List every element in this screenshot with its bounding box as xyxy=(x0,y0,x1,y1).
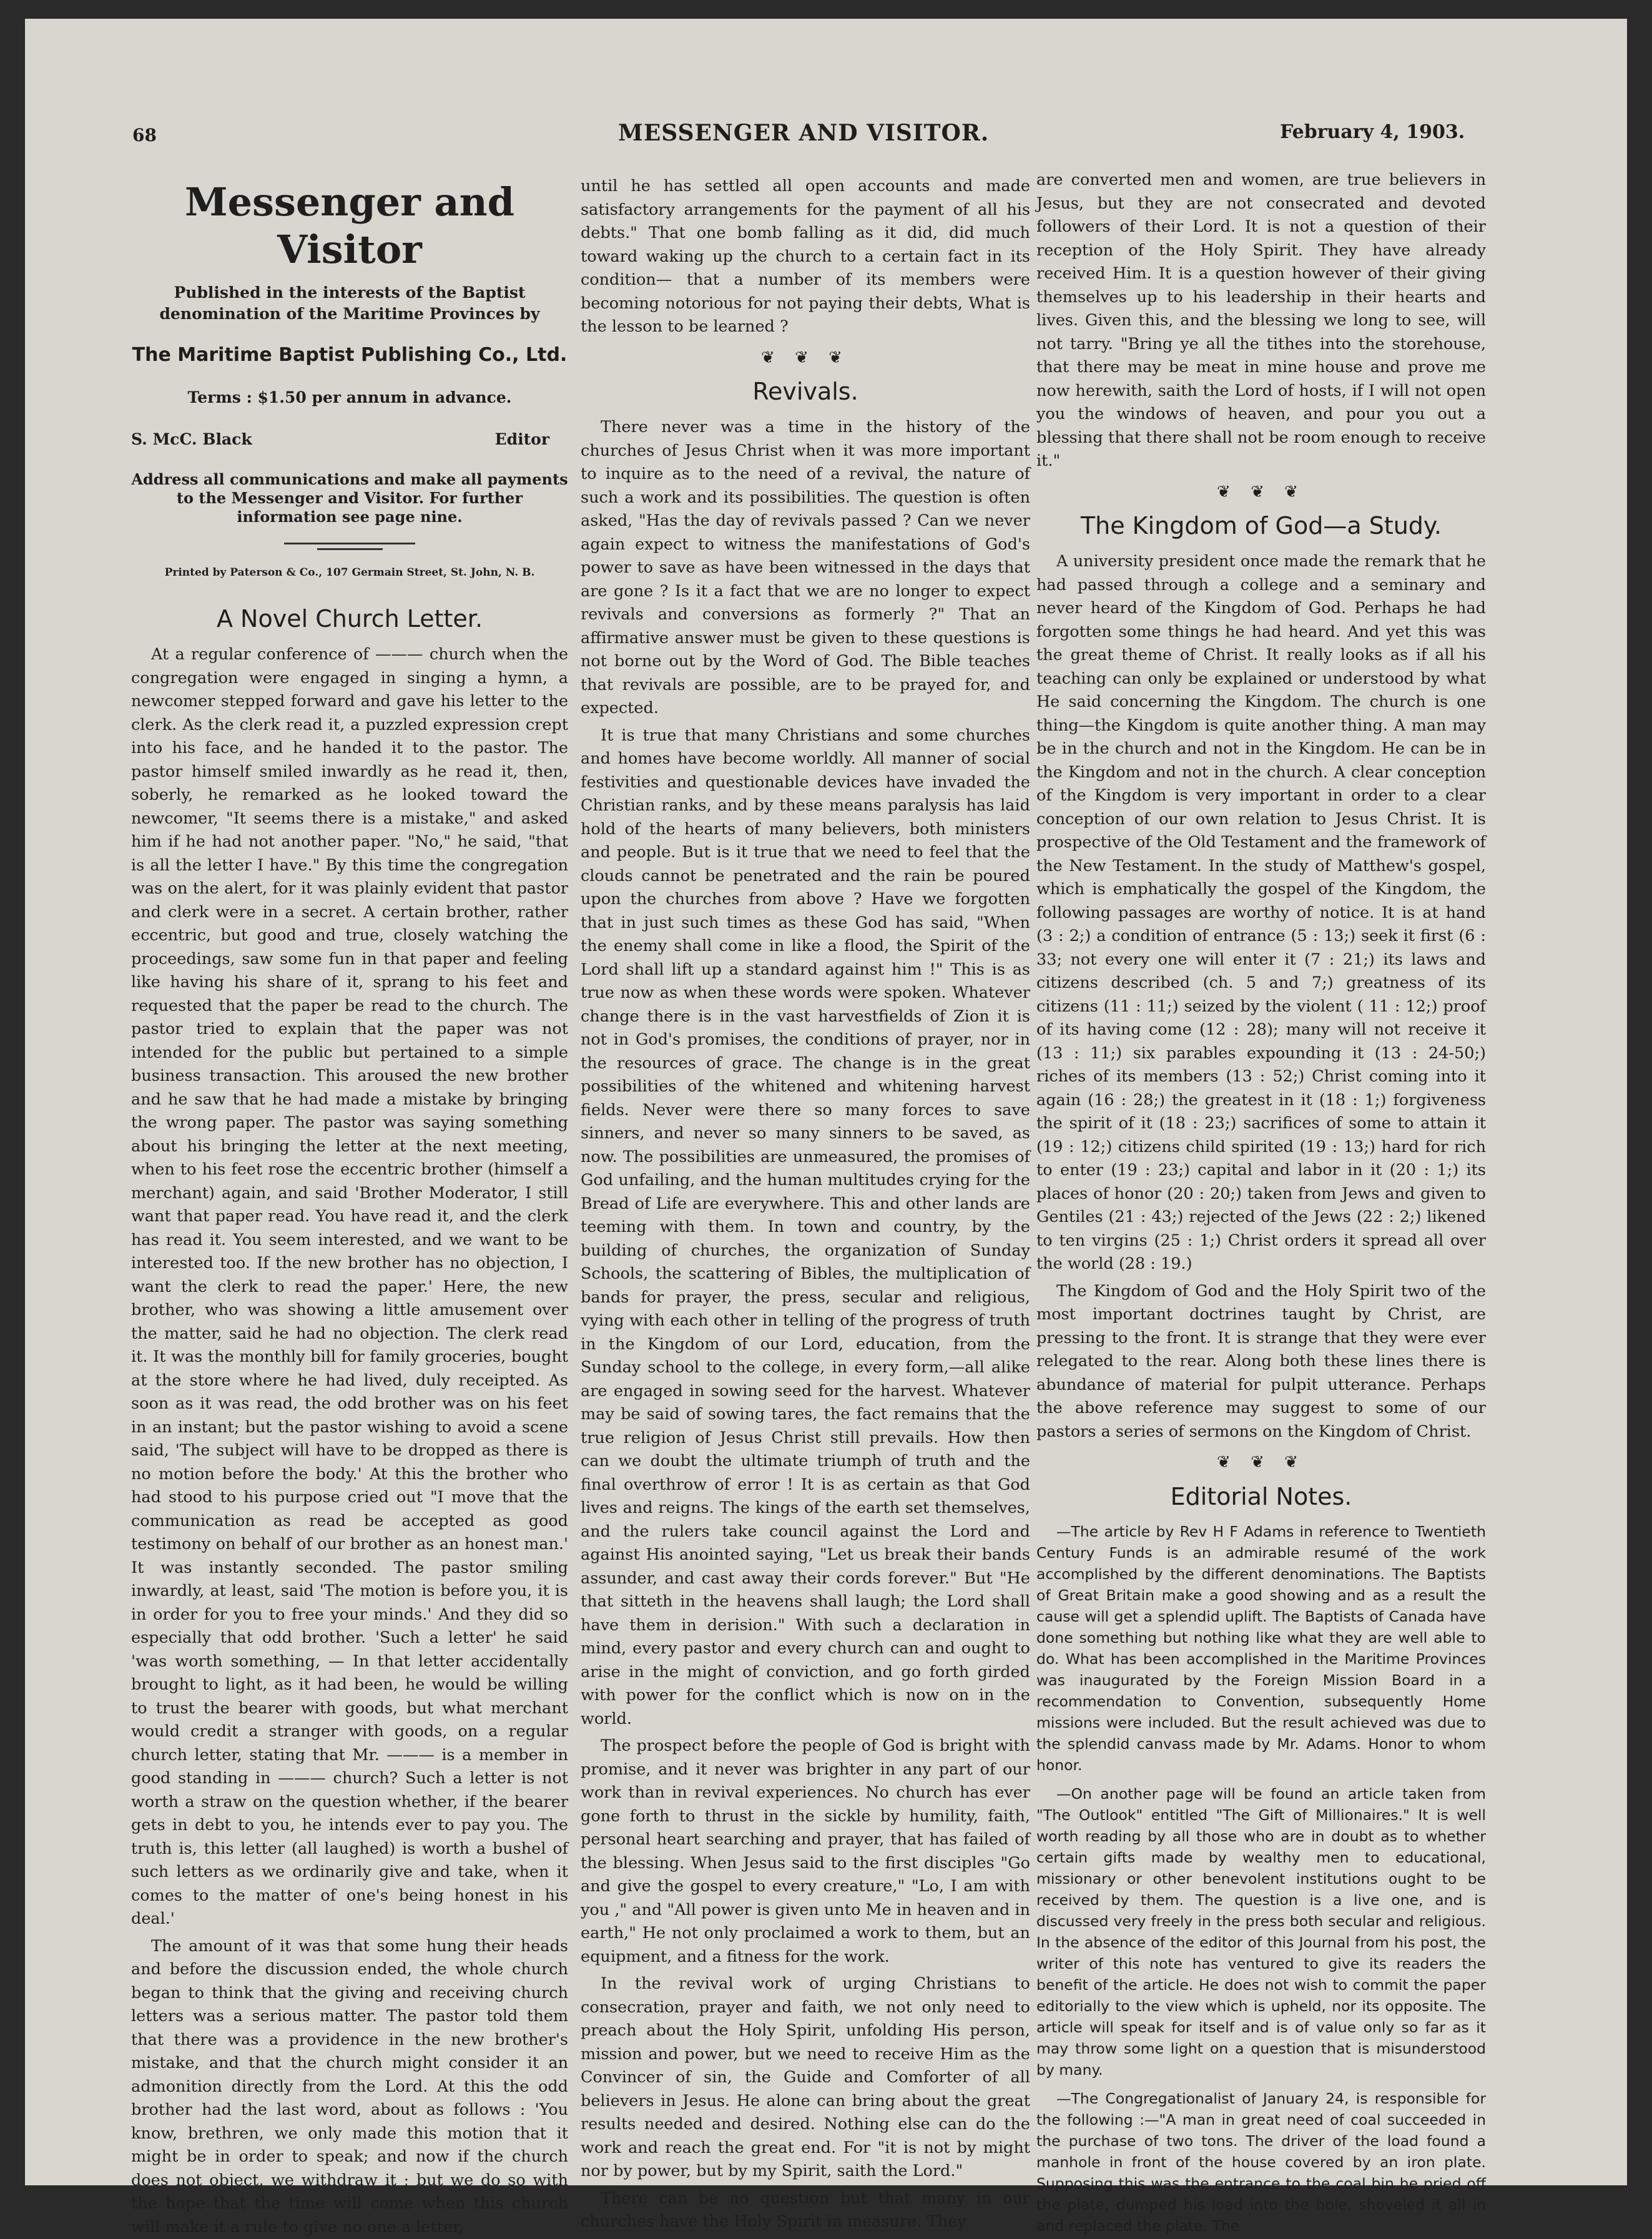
ornament-divider: ❦ ❦ ❦ xyxy=(581,347,1030,370)
article-heading: Revivals. xyxy=(581,375,1030,408)
column-3 xyxy=(1036,169,1486,2185)
page-header xyxy=(25,112,1627,162)
column-1 xyxy=(131,169,568,2185)
running-title: MESSENGER AND VISITOR. xyxy=(618,120,989,146)
editor-role: Editor xyxy=(495,428,549,451)
publisher-name: The Maritime Baptist Publishing Co., Ltd. xyxy=(131,343,568,367)
article-paragraph: It is true that many Christians and some churches and homes have become worldly. All manner of social festivities and questionable devices have invaded the Christian ranks, and by these means paralysis has laid hold of the hearts of many believers, both ministers and people. But is it true that we need to feel that the clouds cannot be penetrated and the rain be poured upon the churches from above ? Have we forgotten that in just such times as these God has said, "When the enemy shall come in like a flood, the Spirit of the Lord shall lift up a standard against him !" This is as true now as when these words were spoken. Whatever change there is in the vast harvestfields of Zion it is not in God's promises, the conditions of prayer, nor in the resources of grace. The change is in the great possibilities of the whitened and whitening harvest fields. Never were there so many forces to save sinners, and never so many sinners to be saved, as now. The possibilities are unmeasured, the promises of God unfailing, and the human multitudes crying for the Bread of Life are everywhere. This and other lands are teeming with them. In town and country, by the building of churches, the organization of Sunday Schools, the scattering of Bibles, the multiplication of bands for prayer, the press, secular and religious, vying with each other in telling of the progress of truth in the Kingdom of our Lord, education, from the Sunday school to the college, in every form,—all alike are engaged in sowing seed for the harvest. Whatever may be said of sowing tares, the fact remains that the true religion of Jesus Christ still prevails. How then can we doubt the ultimate triumph of truth and the final overthrow of error ! It is as certain as that God lives and reigns. The kings of the earth set themselves, and the rulers take council against the Lord and against His anointed saying, "Let us break their bands assunder, and cast away their cords forever." But "He that sitteth in the heavens shall laugh; the Lord shall have them in derision." With such a declaration in mind, every pastor and every church can and ought to arise in the might of conviction, and go forth girded with power for the conflict which is now on in the world. xyxy=(581,724,1030,1731)
masthead-subtitle: Published in the interests of the Baptist denomination of the Maritime Provinces by xyxy=(131,282,568,325)
article-paragraph: At a regular conference of ——— church when the congregation were engaged in singing a hymn, a newcomer stepped forward and gave his letter to the clerk. As the clerk read it, a puzzled expression crept into his face, and he handed it to the pastor. The pastor himself smiled inwardly as he read it, then, soberly, he remarked as he looked toward the newcomer, "It seems there is a mistake," and asked him if he had not another paper. "No," he said, "that is all the letter I have." By this time the congregation was on the alert, for it was plainly evident that pastor and clerk were in a secret. A certain brother, rather eccentric, but good and true, closely watching the proceedings, saw some fun in that paper and feeling like having his share of it, sprang to his feet and requested that the paper be read to the church. The pastor tried to explain that the paper was not intended for the public but pertained to a simple business transaction. This aroused the new brother and he saw that he had made a mistake by bringing the wrong paper. The pastor was saying something about his bringing the letter at the next meeting, when to his feet rose the eccentric brother (himself a merchant) again, and said 'Brother Moderator, I still want that paper read. You have read it, and the clerk has read it. You seem interested, and we want to be interested too. If the new brother has no objection, I want the clerk to read the paper.' Here, the new brother, who was showing a little amusement over the matter, said he had no objection. The clerk read it. It was the monthly bill for family groceries, bought at the store where he had lived, duly receipted. As soon as it was read, the odd brother was on his feet in an instant; but the pastor wishing to avoid a scene said, 'The subject will have to be dropped as there is no motion before the body.' At this the brother who had stood to his purpose cried out "I move that the communication as read be accepted as good testimony on behalf of our brother as an honest man.' It was instantly seconded. The pastor smiling inwardly, at least, said 'The motion is before you, it is in order for you to free your minds.' And they did so especially that odd brother. 'Such a letter' he said 'was worth something, — In that letter accidentally brought to light, as it had been, he would be willing to trust the bearer with goods, but what merchant would credit a stranger with goods, on a regular church letter, stating that Mr. ——— is a member in good standing in ——— church? Such a letter is not worth a straw on the question whether, if the bearer gets in debt to you, he intends ever to pay you. The truth is, this letter (all laughed) is worth a bushel of such letters as we ordinarily give and take, when it comes to the matter of one's being honest in his deal.' xyxy=(131,643,568,1931)
newspaper-page xyxy=(25,19,1627,2185)
page-number: 68 xyxy=(132,125,157,145)
editor-name: S. McC. Black xyxy=(131,428,252,451)
editorial-note: —On another page will be found an article taken from "The Outlook" entitled "The Gift of Millionaires." It is well worth reading by all those who are in doubt as to whether certain gifts made by wealthy men to educational, missionary or other benevolent institutions ought to be received by them. The question is a live one, and is discussed very freely in the press both secular and religious. In the absence of the editor of this Journal from his post, the writer of this note has ventured to give its readers the benefit of the article. He does not wish to commit the paper editorially to the view which is upheld, nor its opposite. The article will speak for itself and is of value only so far as it may throw some light on a question that is misunderstood by many. xyxy=(1036,1783,1486,2080)
issue-date: February 4, 1903. xyxy=(1280,121,1465,143)
ornament-divider: ❦ ❦ ❦ xyxy=(1036,481,1486,504)
article-paragraph: There can be no question but that many in our churches have the Holy Spirit in measure. They xyxy=(581,2187,1030,2234)
article-paragraph: The amount of it was that some hung their heads and before the discussion ended, the whole church began to think that the giving and receiving church letters was a serious matter. The pastor told them that there was a providence in the new brother's mistake, and that the church might consider it an admonition directly from the Lord. At this the odd brother had the last word, about as follows : 'You know, brethren, we only made this motion that it might be in order to speak; and now if the church does not object, we withdraw it ; but we do so with the hope that the time will come when this church will make it a rule to give no one a letter, xyxy=(131,1935,568,2239)
article-continuation: until he has settled all open accounts and made satisfactory arrangements for the payment of all his debts." That one bomb falling as it did, did much toward waking up the church to a certain fact in its condition— that a number of its members were becoming notorious for not paying their debts, What is the lesson to be learned ? xyxy=(581,175,1030,339)
masthead-title: Messenger and Visitor xyxy=(131,179,568,273)
column-2 xyxy=(581,175,1030,2192)
editorial-note: —The Congregationalist of January 24, is responsible for the following :—"A man in great need of coal succeeded in the purchase of two tons. The driver of the load found a manhole in front of the house covered by an iron plate. Supposing this was the entrance to the coal bin he pried off the plate, dumped his load into the hole, shoveled it all in and replaced the plate. The xyxy=(1036,2088,1486,2237)
subscription-terms: Terms : $1.50 per annum in advance. xyxy=(131,386,568,410)
article-paragraph: A university president once made the remark that he had passed through a college and a seminary and never heard of the Kingdom of God. Perhaps he had forgotten some things he had heard. And yet this was the great theme of Christ. It really looks as if all his teaching can only be explained or understood by what He said concerning the Kingdom. The church is one thing—the Kingdom is quite another thing. A man may be in the church and not in the Kingdom. He can be in the Kingdom and not in the church. A clear conception of the Kingdom is very important in order to a clear conception of our own relation to Jesus Christ. It is prospective of the Old Testament and the framework of the New Testament. In the study of Matthew's gospel, which is emphatically the gospel of the Kingdom, the following passages are worthy of notice. It is at hand (3 : 2;) a condition of entrance (5 : 13;) seek it first (6 : 33; not every one will enter it (7 : 21;) its laws and citizens described (ch. 5 and 7;) greatness of its citizens (11 : 11;) seized by the violent ( 11 : 12;) proof of its having come (12 : 28); many will not receive it (13 : 11;) six parables expounding it (13 : 24-50;) riches of its members (13 : 52;) Christ coming into it again (16 : 28;) the greatest in it (18 : 1;) forgiveness the spirit of it (18 : 23;) sacrifices of some to attain it (19 : 12;) citizens child spirited (19 : 13;) hard for rich to enter (19 : 23;) capital and labor in it (20 : 1;) its places of honor (20 : 20;) taken from Jews and given to Gentiles (21 : 43;) rejected of the Jews (22 : 2;) likened to ten virgins (25 : 1;) Christ orders it spread all over the world (28 : 19.) xyxy=(1036,550,1486,1276)
article-continuation: are converted men and women, are true believers in Jesus, but they are not consecrated and devoted followers of their Lord. It is not a question of their reception of the Holy Spirit. They have already received Him. It is a question however of their giving themselves up to his leadership in their hearts and lives. Given this, and the blessing we long to see, will not tarry. "Bring ye all the tithes into the storehouse, that there may be meat in mine house and prove me now herewith, saith the Lord of hosts, if I will not open you the windows of heaven, and pour you out a blessing that there shall not be room enough to receive it." xyxy=(1036,169,1486,473)
editor-line xyxy=(131,428,568,451)
article-paragraph: The prospect before the people of God is bright with promise, and it never was brighter in any part of our work than in revival experiences. No church has ever gone forth to thrust in the sickle by humility, faith, personal heart searching and prayer, that has failed of the blessing. When Jesus said to the first disciples "Go and give the gospel to every creature," "Lo, I am with you ," and "All power is given unto Me in heaven and in earth," He not only proclaimed a work to them, but an equipment, and a fitness for the work. xyxy=(581,1735,1030,1969)
article-heading: The Kingdom of God—a Study. xyxy=(1036,509,1486,543)
divider-rule xyxy=(317,548,383,550)
divider-rule xyxy=(284,543,415,544)
editorial-notes xyxy=(1036,1521,1486,2237)
article-paragraph: In the revival work of urging Christians to consecration, prayer and faith, we not only need to preach about the Holy Spirit, unfolding His person, mission and power, but we need to receive Him as the Convincer of sin, the Guide and Comforter of all believers in Jesus. He alone can bring about the great results needed and desired. Nothing else can do the work and reach the great end. For "it is not by might nor by power, but by my Spirit, saith the Lord." xyxy=(581,1972,1030,2183)
ornament-divider: ❦ ❦ ❦ xyxy=(1036,1451,1486,1475)
article-heading: A Novel Church Letter. xyxy=(131,602,568,636)
article-heading: Editorial Notes. xyxy=(1036,1480,1486,1513)
printer-line: Printed by Paterson & Co., 107 Germain Street, St. John, N. B. xyxy=(131,561,568,585)
article-paragraph: There never was a time in the history of the churches of Jesus Christ when it was more important to inquire as to the need of a revival, the nature of such a work and its possibilities. The question is often asked, "Has the day of revivals passed ? Can we never again expect to witness the manifestations of God's power to save as have been witnessed in the days that are gone ? Is it a fact that we are no longer to expect revivals and conversions as formerly ?" That an affirmative answer must be given to these questions is not borne out by the Word of God. The Bible teaches that revivals are possible, are to be prayed for, and expected. xyxy=(581,416,1030,721)
address-notice: Address all communications and make all payments to the Messenger and Visitor. For further information see page nine. xyxy=(131,470,568,526)
editorial-note: —The article by Rev H F Adams in reference to Twentieth Century Funds is an admirable resumé of the work accomplished by the different denominations. The Baptists of Great Britain make a good showing and as a result the cause will get a splendid uplift. The Baptists of Canada have done something but nothing like what they are well able to do. What has been accomplished in the Maritime Provinces was inaugurated by the Foreign Mission Board in a recommendation to Convention, subsequently Home missions were included. But the result achieved was due to the splendid canvass made by Mr. Adams. Honor to whom honor. xyxy=(1036,1521,1486,1776)
article-paragraph: The Kingdom of God and the Holy Spirit two of the most important doctrines taught by Christ, are pressing to the front. It is strange that they were ever relegated to the rear. Along both these lines there is abundance of material for pulpit utterance. Perhaps the above reference may suggest to some of our pastors a series of sermons on the Kingdom of Christ. xyxy=(1036,1280,1486,1444)
